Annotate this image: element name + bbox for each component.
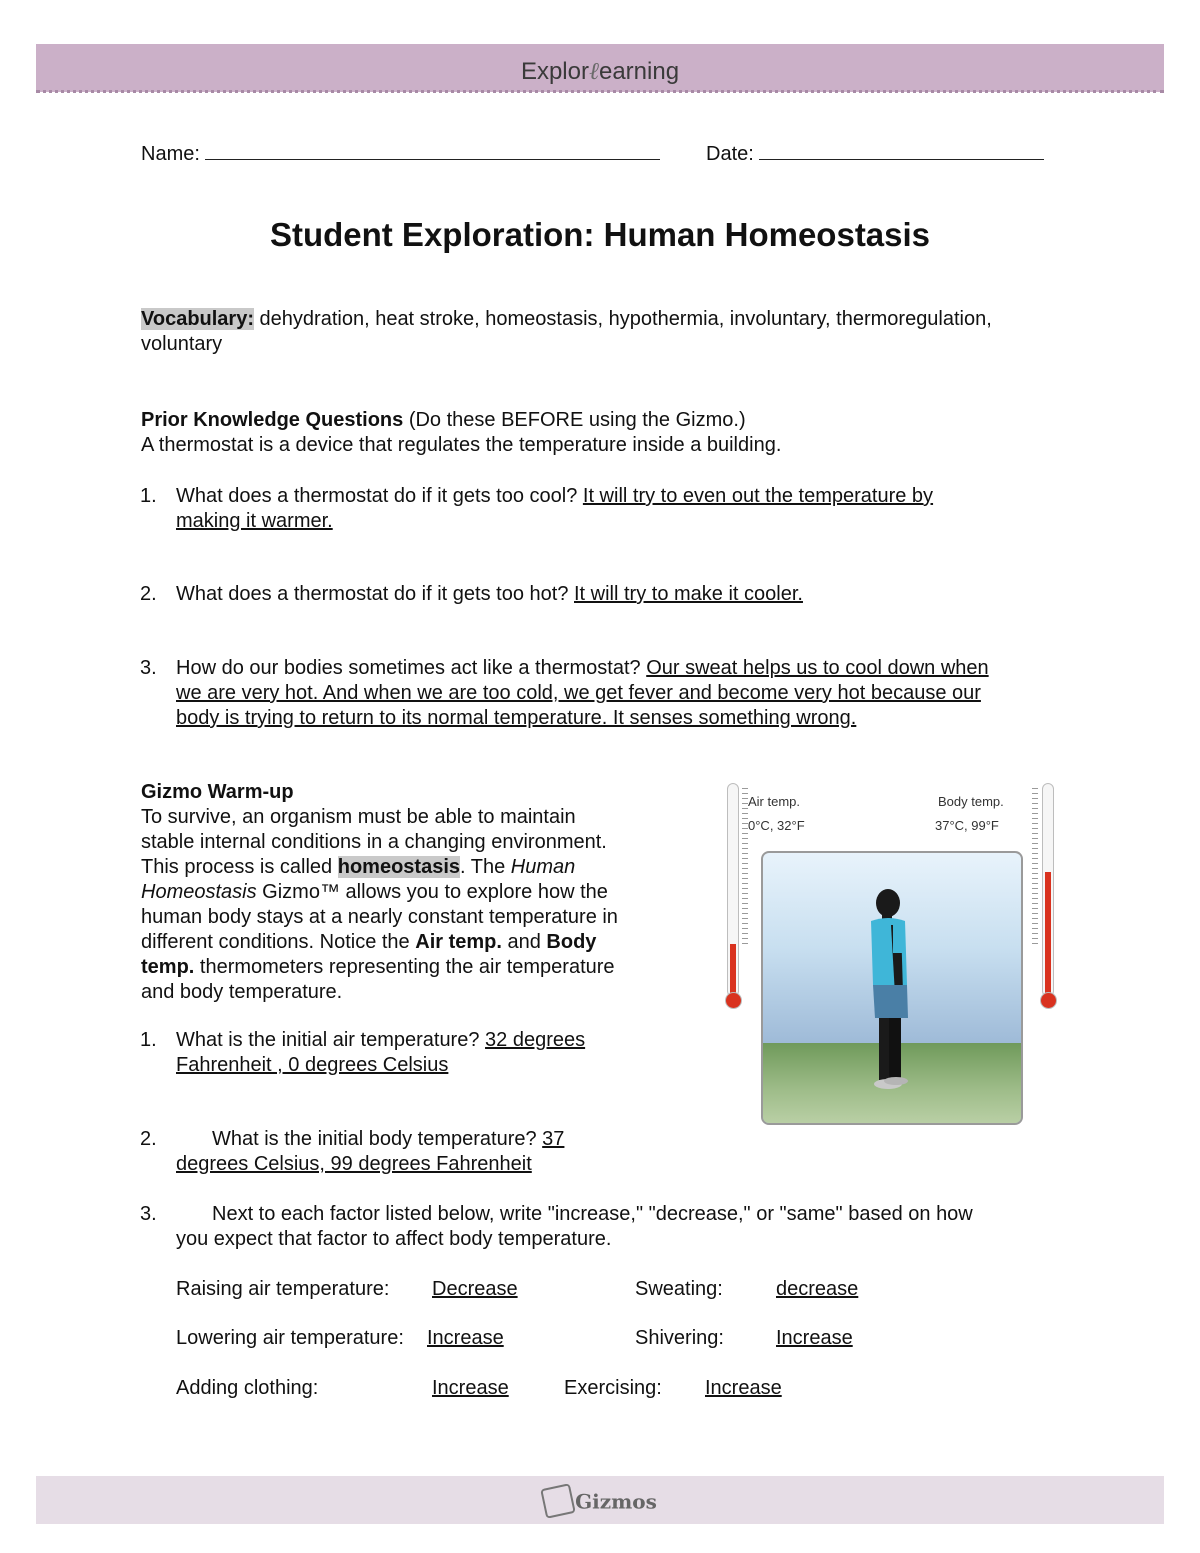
date-label: Date: [706,143,754,165]
prior-question-3: How do our bodies sometimes act like a thermostat? Our sweat helps us to cool down when we are very hot. And when we are too cold, we get fever and become very hot because our body is trying to return to its normal temperature. It senses something wrong. [176,657,989,729]
answer-text[interactable]: body is trying to return to its normal temperature. It senses something wrong. [176,707,857,729]
body-scale [1032,788,1038,948]
answer-text[interactable]: It will try to make it cooler. [574,583,803,605]
warmup-question-2: What is the initial body temperature? 37 degrees Celsius, 99 degrees Fahrenheit [176,1128,565,1175]
answer-text[interactable]: Fahrenheit , 0 degrees Celsius [176,1054,449,1076]
page-title: Student Exploration: Human Homeostasis [269,216,931,253]
answer-text[interactable]: 37 [542,1128,565,1150]
air-temp-label: Air temp. [748,794,801,809]
answer-text[interactable]: Our sweat helps us to cool down when [646,657,989,679]
header-divider [36,90,1164,93]
body-mercury [1045,872,1051,996]
answer-text[interactable]: degrees Celsius, 99 degrees Fahrenheit [176,1153,532,1175]
body-temp-label: Body temp. [938,794,1004,809]
gizmos-mark-icon [540,1483,576,1519]
prior-question-1: What does a thermostat do if it gets too cool? It will try to even out the temperature by making it warmer. [176,485,934,532]
warmup-question-3: Next to each factor listed below, write "increase," "decrease," or "same" based on how you expect that factor to affect body temperature. [176,1203,973,1250]
answer-text[interactable]: we are very hot. And when we are too cold, we get fever and become very hot because our [176,682,981,704]
name-label: Name: [141,143,200,165]
answer-text[interactable]: It will try to even out the temperature by [582,485,934,507]
logo-mark-icon: ℓ [588,57,599,85]
factor-exercising-label: Exercising: [564,1377,662,1399]
air-temp-value: 0°C, 32°F [748,818,805,833]
air-mercury [730,944,736,996]
warmup-heading: Gizmo Warm-up [141,781,294,803]
body-temp-value: 37°C, 99°F [935,818,999,833]
factor-clothing-answer[interactable]: Increase [432,1377,509,1399]
name-blank[interactable] [205,143,660,160]
date-blank[interactable] [759,143,1044,160]
body-thermometer [1042,783,1054,997]
factor-sweating-label: Sweating: [635,1278,723,1300]
prior-question-2: What does a thermostat do if it gets too hot? It will try to make it cooler. [176,583,803,605]
factor-lowering-label: Lowering air temperature: [176,1327,404,1349]
person-silhouette-icon [763,853,1021,1123]
prior-knowledge-heading: Prior Knowledge Questions (Do these BEFORE using the Gizmo.) [141,409,746,431]
factor-exercising-answer[interactable]: Increase [705,1377,782,1399]
gizmos-logo: Gizmos [0,1488,1200,1518]
air-bulb-icon [725,992,742,1009]
warmup-question-1: What is the initial air temperature? 32 degrees Fahrenheit , 0 degrees Celsius [176,1029,586,1076]
vocabulary: Vocabulary: dehydration, heat stroke, homeostasis, hypothermia, involuntary, thermoregulation, voluntary [141,308,992,355]
date-field[interactable] [706,142,1044,167]
factor-shivering-answer[interactable]: Increase [776,1327,853,1349]
gizmo-scene [761,851,1023,1125]
warmup-section: Gizmo Warm-up To survive, an organism must be able to maintain stable internal conditions in a changing environment. This process is called homeostasis. The Human Homeostasis Gizmo™ allows you to explore how the human body stays at a nearly constant temperature in different conditions. Notice the Air temp. and Body temp. thermometers representing the air temperature and body temperature. [141,781,618,1003]
air-thermometer [727,783,739,997]
factor-sweating-answer[interactable]: decrease [776,1278,859,1300]
air-scale [742,788,748,948]
vocabulary-label: Vocabulary: [141,308,254,330]
body-bulb-icon [1040,992,1057,1009]
name-field[interactable] [141,142,660,167]
prior-intro: A thermostat is a device that regulates the temperature inside a building. [141,434,782,456]
answer-text[interactable]: 32 degrees [485,1029,586,1051]
factor-shivering-label: Shivering: [635,1327,724,1349]
factor-lowering-answer[interactable]: Increase [427,1327,504,1349]
factor-raising-answer[interactable]: Decrease [432,1278,518,1300]
answer-text[interactable]: making it warmer. [176,510,333,532]
factor-clothing-label: Adding clothing: [176,1377,319,1399]
explorelearning-logo: Explorℓearning [520,57,680,85]
factor-raising-label: Raising air temperature: [176,1278,390,1300]
